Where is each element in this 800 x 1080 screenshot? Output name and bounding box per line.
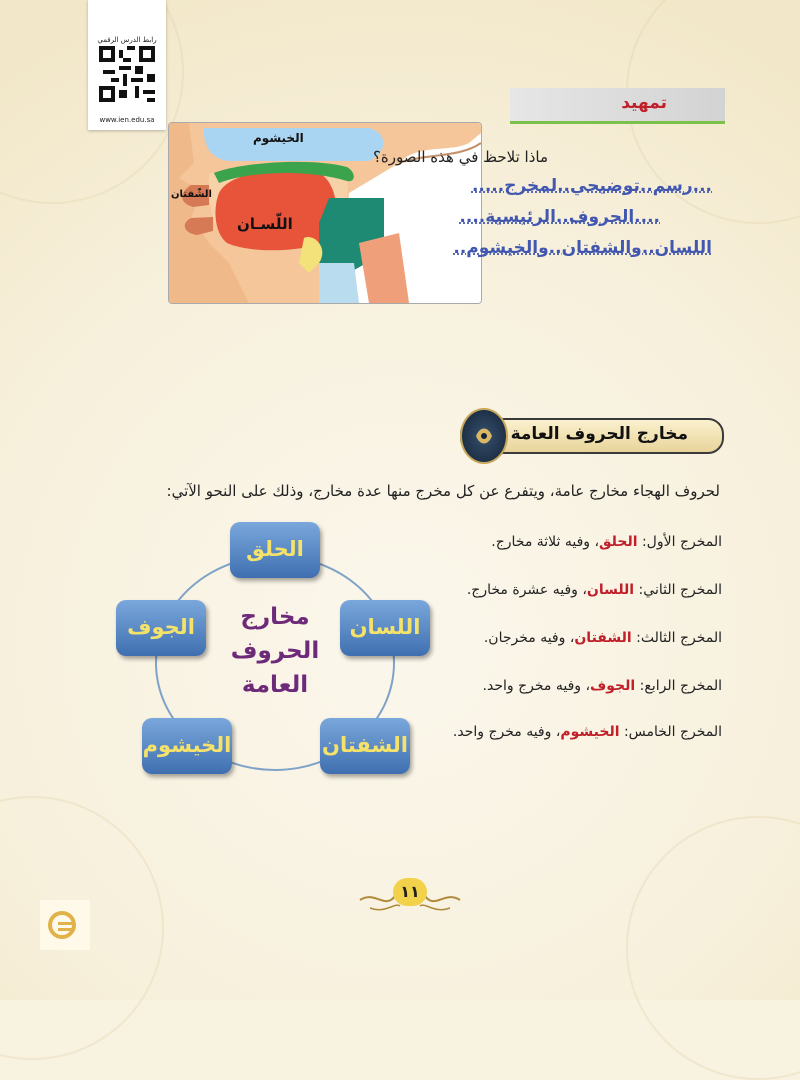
qr-code-card[interactable] bbox=[88, 0, 166, 130]
section-intro-text: لحروف الهجاء مخارج عامة، ويتفرع عن كل مخرج منها عدة مخارج، وذلك على النحو الآتي: bbox=[166, 482, 720, 500]
diagram-node-tongue: اللسان bbox=[340, 600, 430, 656]
diagram-node-cavity: الجوف bbox=[116, 600, 206, 656]
section-heading bbox=[440, 406, 726, 462]
lips-label: الشّفتان bbox=[171, 189, 212, 200]
answer-line-1: ...رسم..توضيحي..لمخرج..... bbox=[471, 176, 712, 196]
list-item: المخرج الرابع: الجوف، وفيه مخرج واحد. bbox=[482, 678, 722, 694]
intro-heading: تمهيد bbox=[621, 93, 667, 113]
qr-code-icon bbox=[99, 46, 155, 102]
tongue-label: اللّسـان bbox=[237, 215, 293, 233]
list-item: المخرج الخامس: الخيشوم، وفيه مخرج واحد. bbox=[452, 724, 722, 740]
diagram-node-lips: الشفتان bbox=[320, 718, 410, 774]
ornament-badge-icon bbox=[460, 408, 508, 464]
publisher-logo-icon bbox=[40, 900, 90, 950]
diagram-node-nasal: الخيشوم bbox=[142, 718, 232, 774]
qr-url[interactable]: www.ien.edu.sa bbox=[99, 116, 155, 124]
page-number: ١١ bbox=[393, 878, 427, 906]
qr-title: رابط الدرس الرقمي bbox=[97, 36, 157, 44]
answer-line-2: ....الحروف..الرئيسية.... bbox=[459, 207, 660, 227]
section-title: مخارج الحروف العامة bbox=[510, 424, 688, 444]
intro-heading-bar bbox=[510, 88, 725, 124]
list-item: المخرج الثاني: اللسان، وفيه عشرة مخارج. bbox=[466, 582, 722, 598]
list-item: المخرج الثالث: الشفتان، وفيه مخرجان. bbox=[483, 630, 722, 646]
nasal-label: الخيشوم bbox=[253, 131, 304, 145]
page-number-ornament bbox=[355, 870, 465, 918]
diagram-center-label: مخارج الحروف العامة bbox=[230, 604, 320, 698]
diagram-node-throat: الحلق bbox=[230, 522, 320, 578]
answer-line-3: اللسان..والشفتان..والخيشوم.. bbox=[453, 238, 712, 258]
list-item: المخرج الأول: الحلق، وفيه ثلاثة مخارج. bbox=[491, 534, 722, 550]
intro-question: ماذا تلاحظ في هذه الصورة؟ bbox=[372, 148, 548, 166]
